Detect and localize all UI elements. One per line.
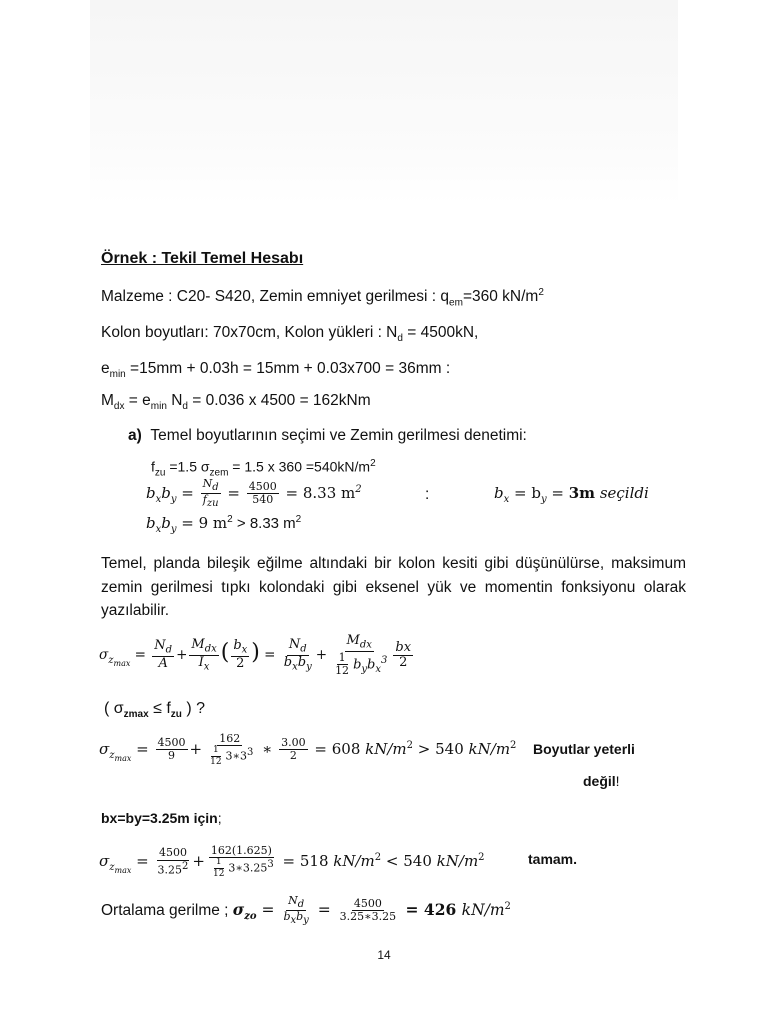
insufficient-note-cont: değil!: [583, 773, 620, 789]
mdx-line: $M_{dx} = e_{min}$ $N_d = 0.036$ x 4500 = 162kNm: [101, 392, 371, 413]
fzu-line: $f_{zu} =1.5$ $\sigma_{zem} = 1.5$ x $360 =540kN/m^2$: [151, 458, 376, 479]
page-number: 14: [377, 948, 391, 962]
material-line: Malzeme : C20- S420, Zemin emniyet gerilmesi : $q_{em}=360$ $kN/m^2$: [101, 287, 544, 309]
explanation-paragraph: Temel, planda bileşik eğilme altındaki bir kolon kesiti gibi düşünülürse, maksimum zemin gerilmesi tıpkı kolondaki gibi eksenel yük ve momentin fonksiyonu olarak yazılabilir.: [101, 555, 686, 619]
scan-shade: [90, 0, 678, 205]
average-stress-line: Ortalama gerilme ; $\sigma_{zo}$ = $N_d$ $b_xb_y$ = $\frac{4500}{3.25∗3.25}$ = 426 $kN/m^2$: [101, 894, 511, 927]
equation-sigma-518: $\sigma_{z_{max}}$ = $\frac{4500}{3.25^2}$ + 162(1.625) $\frac{1}{12}$ 3∗3.25$^3$ = 518 $kN/m^2 < 540$ $kN/m^2$: [99, 844, 485, 879]
colon-separator: :: [425, 486, 430, 503]
ok-note: tamam.: [528, 851, 578, 867]
insufficient-note: Boyutlar yeterli: [533, 741, 635, 757]
bx-by-condition: bx=by=3.25m için;: [101, 810, 222, 826]
equation-sigma-608: $\sigma_{z_{max}}$ = $\frac{4500}{9}$ + 162 $\frac{1}{12}$ $3∗3^3$ ∗ $\frac{3.00}{2}$ = 608 $kN/m^2 > 540$ $kN/m^2$: [99, 732, 517, 767]
equation-sigma-general: $\sigma_{z_{max}}$ = $\frac{N_d}{A}$ + $M_{dx}$ $I_x$ ( $\frac{b_x}{2}$ ) = $N_d$ $b_xb_y$ + $M_{dx}$ $\frac{1}{12}$ $b_yb_x^3$ $\frac{bx}{2}$: [99, 633, 412, 677]
column-line: Kolon boyutları: 70x70cm, Kolon yükleri : $N_d = 4500kN$,: [101, 324, 479, 345]
item-a: a) Temel boyutlarının seçimi ve Zemin gerilmesi denetimi:: [128, 427, 527, 444]
emin-line: $e_{min} =15mm + 0.03h = 15mm + 0.03x700 = 36mm$ :: [101, 360, 451, 381]
page-title: Örnek : Tekil Temel Hesabı: [101, 250, 304, 267]
condition-check: ( $\sigma_{zmax} \le f_{zu}$ ) ?: [104, 700, 206, 721]
equation-bx-by-selected: $b_x = b_y = 3m$ seçildi: [494, 484, 649, 505]
equation-bxby-9: $b_xb_y = 9$ $m^2 > 8.33$ $m^2$: [146, 514, 302, 535]
equation-bxby: $b_xb_y$ = $N_d$ $f_{zu}$ = $\frac{4500}{540}$ = 8.33 $m^2$: [146, 477, 362, 510]
